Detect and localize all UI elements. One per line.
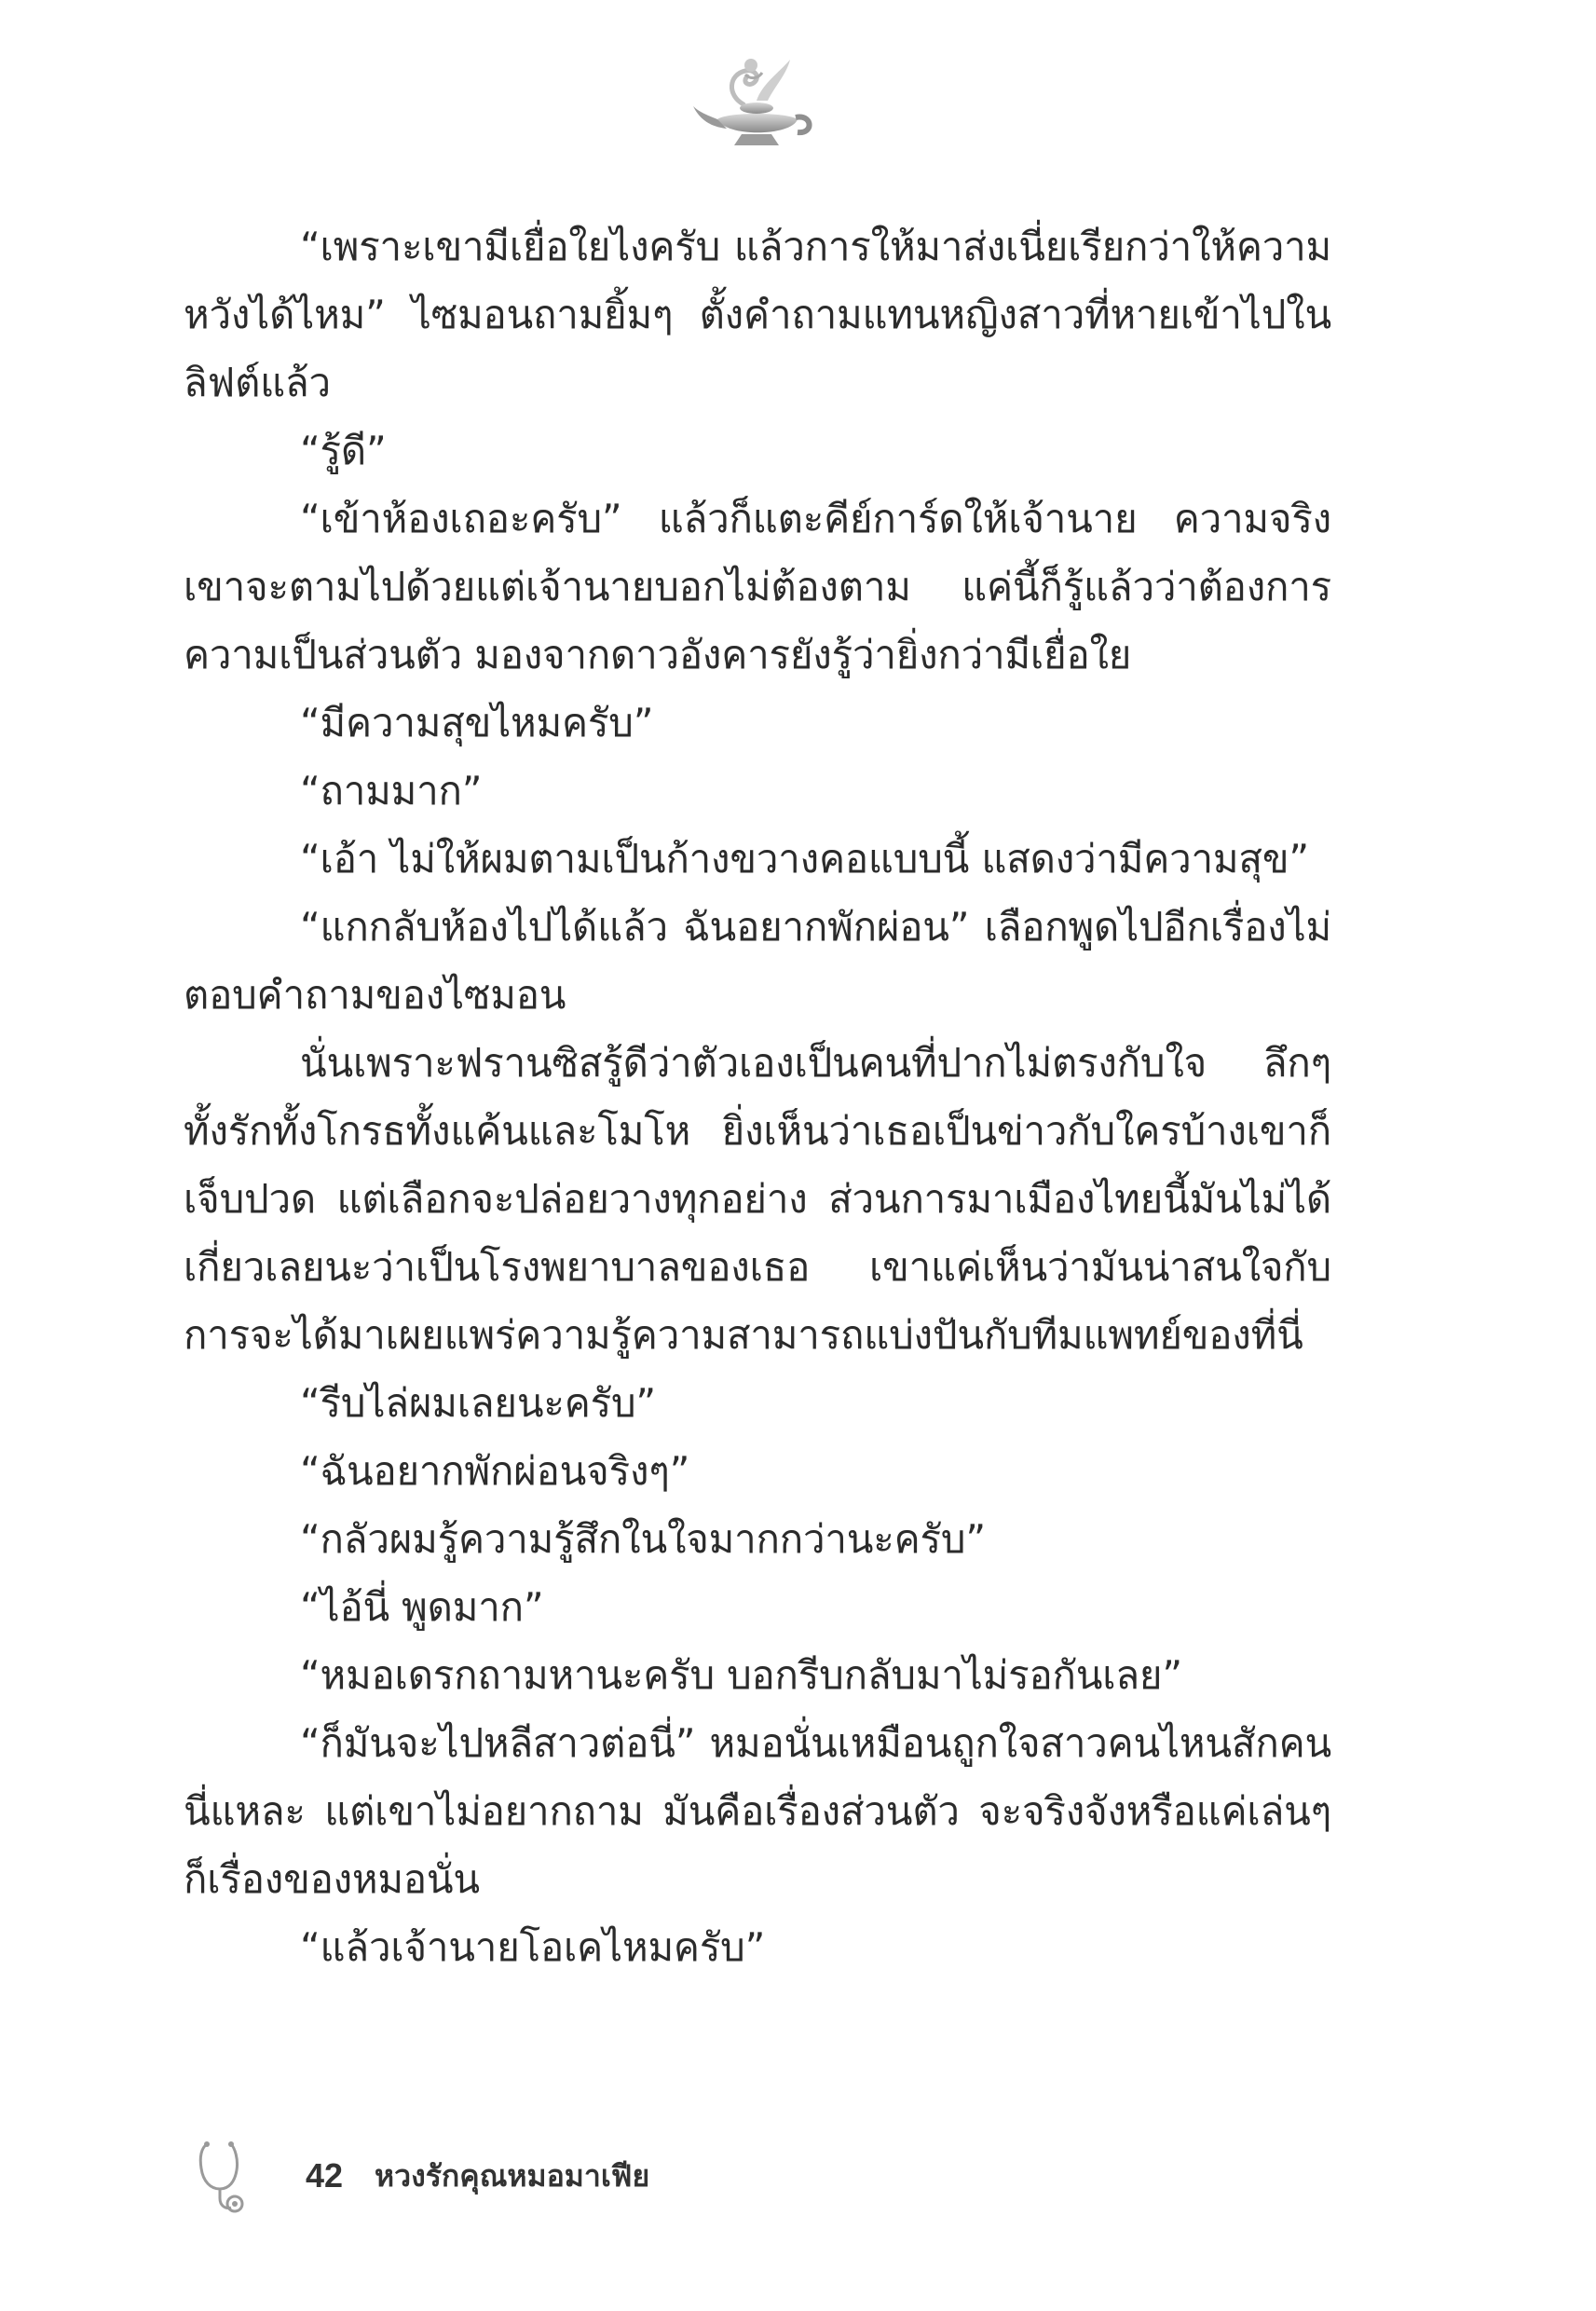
paragraph: “เข้าห้องเถอะครับ” แล้วก็แตะคีย์การ์ดให้เจ้านาย ความจริงเขาจะตามไปด้วยแต่เจ้านายบอกไม่ต้องตาม แค่นี้ก็รู้แล้วว่าต้องการความเป็นส่วนตัว มองจากดาวอังคารยังรู้ว่ายิ่งกว่ามีเยื่อใย bbox=[184, 496, 1331, 677]
body-text bbox=[184, 212, 1331, 1981]
paragraph: “รีบไล่ผมเลยนะครับ” bbox=[300, 1380, 656, 1426]
page-number: 42 bbox=[306, 2156, 344, 2195]
paragraph: “เอ้า ไม่ให้ผมตามเป็นก้างขวางคอแบบนี้ แสดงว่ามีความสุข” bbox=[300, 836, 1309, 882]
paragraph: “แกกลับห้องไปได้แล้ว ฉันอยากพักผ่อน” เลือกพูดไปอีกเรื่องไม่ตอบคำถามของไซมอน bbox=[184, 904, 1331, 1018]
paragraph: “รู้ดี” bbox=[300, 428, 387, 473]
paragraph: “แล้วเจ้านายโอเคไหมครับ” bbox=[300, 1924, 766, 1970]
book-title: หวงรักคุณหมอมาเฟีย bbox=[375, 2157, 650, 2194]
paragraph: “ฉันอยากพักผ่อนจริงๆ” bbox=[300, 1448, 690, 1494]
paragraph: “กลัวผมรู้ความรู้สึกในใจมากกว่านะครับ” bbox=[300, 1516, 986, 1562]
paragraph: “เพราะเขามีเยื่อใยไงครับ แล้วการให้มาส่งเนี่ยเรียกว่าให้ความหวังได้ไหม” ไซมอนถามยิ้มๆ ตั้งคำถามแทนหญิงสาวที่หายเข้าไปในลิฟต์แล้ว bbox=[184, 224, 1331, 405]
paragraph: “ถามมาก” bbox=[300, 768, 483, 814]
stethoscope-icon bbox=[194, 2139, 250, 2213]
genie-lamp-icon bbox=[689, 47, 820, 158]
paragraph: นั่นเพราะฟรานซิสรู้ดีว่าตัวเองเป็นคนที่ปากไม่ตรงกับใจ ลึกๆ ทั้งรักทั้งโกรธทั้งแค้นและโมโห ยิ่งเห็นว่าเธอเป็นข่าวกับใครบ้างเขาก็เจ็บปวด แต่เลือกจะปล่อยวางทุกอย่าง ส่วนการมาเมืองไทยนี้มันไม่ได้เกี่ยวเลยนะว่าเป็นโรงพยาบาลของเธอ เขาแค่เห็นว่ามันน่าสนใจกับการจะได้มาเผยแพร่ความรู้ความสามารถแบ่งปันกับทีมแพทย์ของที่นี่ bbox=[184, 1040, 1331, 1358]
paragraph: “ก็มันจะไปหลีสาวต่อนี่” หมอนั่นเหมือนถูกใจสาวคนไหนสักคนนี่แหละ แต่เขาไม่อยากถาม มันคือเรื่องส่วนตัว จะจริงจังหรือแค่เล่นๆ ก็เรื่องของหมอนั่น bbox=[184, 1720, 1331, 1902]
paragraph: “มีความสุขไหมครับ” bbox=[300, 700, 654, 745]
paragraph: “ไอ้นี่ พูดมาก” bbox=[300, 1584, 544, 1630]
paragraph: “หมอเดรกถามหานะครับ บอกรีบกลับมาไม่รอกันเลย” bbox=[300, 1652, 1182, 1698]
page-footer bbox=[194, 2139, 649, 2213]
